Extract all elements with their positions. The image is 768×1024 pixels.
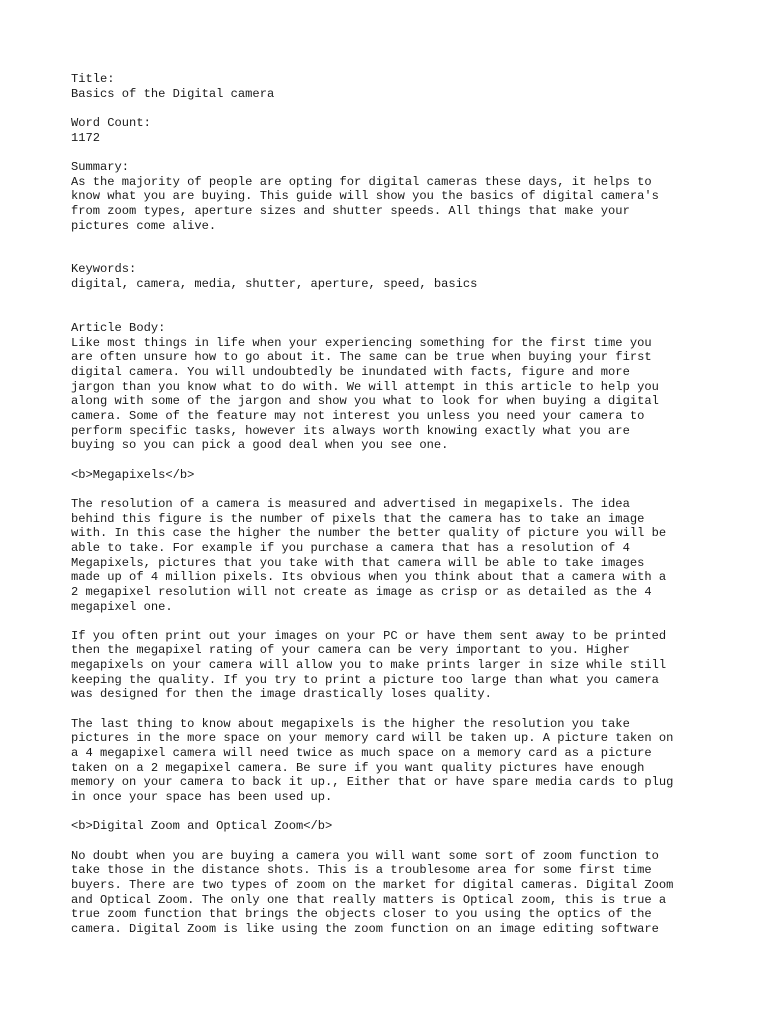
article-body-label: Article Body: xyxy=(71,321,166,336)
document-title: Basics of the Digital camera xyxy=(71,86,275,101)
article-paragraph: If you often print out your images on your PC or have them sent away to be printed then the megapixel rating of your camera can be very important to you. Higher megapixels on your camera will allow you to make prints larger in size while still keeping the quality. If you try to print a picture too large than what you camera was designed for then the image drastically loses quality. xyxy=(71,628,667,702)
article-paragraph: The last thing to know about megapixels is the higher the resolution you take pictures in the more space on your memory card will be taken up. A picture taken on a 4 megapixel camera will need twice as much space on a memory card as a picture taken on a 2 megapixel camera. Be sure if you want quality pictures have enough memory on your camera to back it up., Either that or have spare media cards to plug in once your space has been used up. xyxy=(71,716,674,805)
section-heading-zoom: <b>Digital Zoom and Optical Zoom</b> xyxy=(71,819,333,834)
word-count-value: 1172 xyxy=(71,130,101,145)
word-count-label: Word Count: xyxy=(71,115,151,130)
summary-text: As the majority of people are opting for digital cameras these days, it helps to know what you are buying. This guide will show you the basics of digital camera's from zoom types, aperture sizes and shutter speeds. All things that make your pictures come alive. xyxy=(71,174,659,233)
summary-label: Summary: xyxy=(71,159,130,174)
article-paragraph: The resolution of a camera is measured and advertised in megapixels. The idea behind this figure is the number of pixels that the camera has to take an image with. In this case the higher the number the better quality of picture you will be able to take. For example if you purchase a camera that has a resolution of 4 Megapixels, pictures that you take with that camera will be able to take images made up of 4 million pixels. Its obvious when you think about that a camera with a 2 megapixel resolution will not create as image as crisp or as detailed as the 4 megapixel one. xyxy=(71,496,667,614)
section-heading-megapixels: <b>Megapixels</b> xyxy=(71,467,195,482)
article-paragraph: No doubt when you are buying a camera you will want some sort of zoom function to take those in the distance shots. This is a troublesome area for some first time buyers. There are two types of zoom on the market for digital cameras. Digital Zoom and Optical Zoom. The only one that really matters is Optical zoom, this is true a true zoom function that brings the objects closer to you using the optics of the camera. Digital Zoom is like using the zoom function on an image editing software xyxy=(71,848,674,936)
article-paragraph-intro: Like most things in life when your experiencing something for the first time you are often unsure how to go about it. The same can be true when buying your first digital camera. You will undoubtedly be inundated with facts, figure and more jargon than you know what to do with. We will attempt in this article to help you along with some of the jargon and show you what to look for when buying a digital camera. Some of the feature may not interest you unless you need your camera to perform specific tasks, however its always worth knowing exactly what you are buying so you can pick a good deal when you see one. xyxy=(71,335,659,453)
document-page xyxy=(71,72,731,937)
keywords-label: Keywords: xyxy=(71,262,137,277)
keywords-text: digital, camera, media, shutter, aperture, speed, basics xyxy=(71,277,478,292)
title-label: Title: xyxy=(71,72,115,86)
